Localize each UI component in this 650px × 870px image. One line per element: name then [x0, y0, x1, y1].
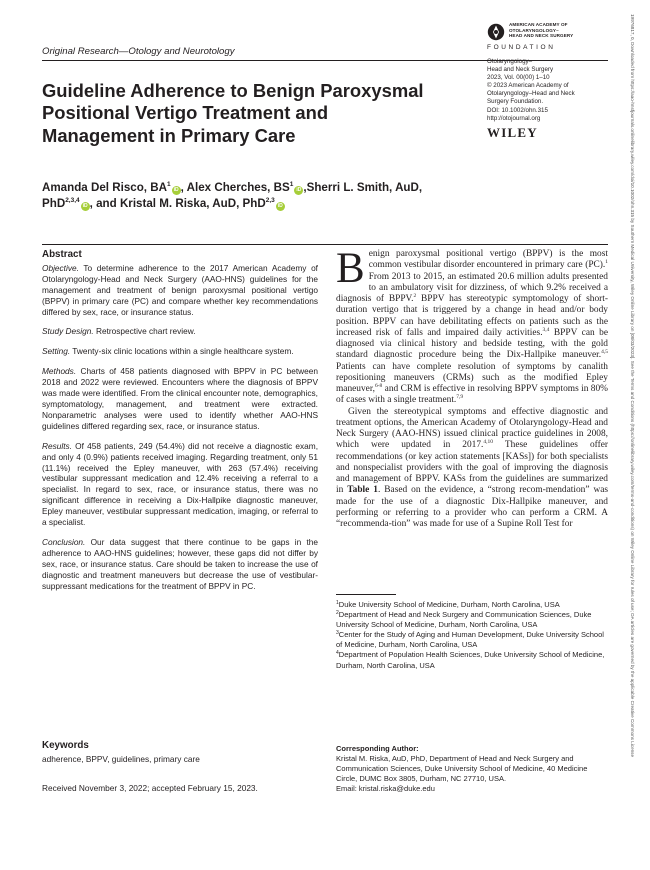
- journal-meta-line: 2023, Vol. 00(00) 1–10: [487, 74, 550, 82]
- affiliation-text: Duke University School of Medicine, Durham, North Carolina, USA: [338, 600, 560, 609]
- corresponding-author: [336, 744, 608, 794]
- affiliation-text: Department of Head and Neck Surgery and Communication Sciences, Duke University School of Medicine, Durham, North Carolina, USA: [336, 610, 592, 630]
- download-notice: [621, 14, 635, 859]
- abstract-methods: [42, 366, 318, 431]
- journal-meta-line: Head and Neck Surgery: [487, 66, 554, 74]
- author-name: Sherri L. Smith, AuD, PhD: [42, 181, 423, 210]
- affiliation-sup: 2: [336, 610, 339, 617]
- abstract-label: Objective.: [42, 262, 79, 273]
- abstract-study-design: [42, 326, 318, 337]
- author-affiliation-sup: 2,3,4: [65, 196, 80, 204]
- abstract-label: Methods.: [42, 366, 77, 377]
- aao-hns-emblem-icon: [487, 23, 505, 41]
- orcid-icon[interactable]: iD: [277, 202, 283, 209]
- abstract-text: Charts of 458 patients diagnosed with BPPV in PC between 2018 and 2022 were reviewed. Encounters where the diagnosis of BPPV was made were identified. From the clinical encounter note, demographics, symptomatology, management, and treatment were extracted. Nonparametric analyses were used to identify whether AAO-HNS guidelines differed regarding sex, race, or insurance status.: [42, 366, 318, 431]
- section-label: Original Research—Otology and Neurotology: [42, 46, 235, 57]
- table-reference[interactable]: Table 1: [347, 485, 378, 496]
- citation-sup: 1: [605, 259, 608, 266]
- abstract-text: To determine adherence to the 2017 American Academy of Otolaryngology-Head and Neck Surgery (AAO-HNS) guidelines for the management and treatment of benign paroxysmal positional vertigo (BPPV) in primary care (PC) and compare whether key recommendations differed by sex, race, or insurance status.: [42, 262, 318, 317]
- body-text-run: Given the stereotypical symptoms and effective diagnostic and treatment options, the American Academy of Otolaryngology-Head and Neck Surgery (AAO-HNS) issued clinical practice guidelines in 2008, which were updated in 2017.: [336, 406, 608, 451]
- author-list: [42, 180, 442, 211]
- orcid-icon[interactable]: iD: [173, 187, 179, 193]
- abstract-rule: [42, 244, 608, 245]
- aao-hns-logo: [487, 22, 612, 41]
- affiliation-item: [336, 600, 608, 610]
- body-text-run: and CRM is effective in resolving BPPV symptoms in 80% of cases with a single treatment.: [336, 384, 608, 406]
- corresponding-author-label: Corresponding Author:: [336, 744, 419, 753]
- author-affiliation-sup: 2,3: [265, 196, 275, 204]
- body-text-run: . Based on the evidence, a “strong recom-mendation” was made for the use of a diagnostic Dix-Hallpike maneuver, and performing or referring to a provider who can perform a CRM. A “recommenda-tion” was made for use of a Supine Roll Test for: [336, 485, 609, 529]
- author-affiliation-sup: 1: [289, 181, 294, 188]
- abstract-text: Of 458 patients, 249 (54.4%) did not receive a diagnostic exam, and only 4 (0.9%) patients received imaging. Regarding treatment, only 51 (11.1%) received the Epley maneuver, with 263 (57.4%) receiving vestibular suppressant medication and 12.4% receiving a referral to a specialist. In regard to sex, race, or insurance status, there was no significant difference in receiving a Dix-Hallpike diagnostic maneuver, Epley maneuver, vestibular suppressant medication, imaging, or referral to a specialist.: [42, 440, 318, 528]
- journal-doi[interactable]: DOI: 10.1002/ohn.315: [487, 106, 548, 114]
- citation-sup: 4,10: [483, 439, 494, 446]
- body-text-run: These guidelines offer recommendations (or key action statements [KASs]) for both specialists and nonspecialist providers with the goal of improving the diagnosis and management of BPPV. KASs from the guidelines are summarized in: [336, 440, 608, 496]
- keywords: [42, 740, 318, 765]
- wiley-logo: WILEY: [487, 124, 538, 140]
- affiliation-item: [336, 630, 608, 650]
- citation-sup: 7,9: [456, 394, 464, 401]
- abstract-objective: [42, 263, 318, 318]
- body-text-run: From 2013 to 2015, an estimated 20.6 million adults presented to an ambulatory visit for dizziness, of which 9.2% received a diagnosis of BPPV.: [336, 271, 608, 304]
- author-name: Kristal M. Riska, AuD, PhD: [119, 196, 266, 210]
- abstract-heading: Abstract: [42, 249, 82, 260]
- abstract-results: [42, 441, 318, 528]
- body-paragraph: [336, 407, 608, 531]
- body-text-run: Patients can have complete resolution of symptoms by canalith repositioning maneuvers (CRMs) such as the modified Epley maneuver,: [336, 361, 608, 394]
- affiliations: [336, 600, 608, 671]
- journal-meta-line: Otolaryngology–Head and Neck: [487, 90, 575, 98]
- orcid-icon[interactable]: iD: [296, 187, 302, 193]
- abstract: [42, 250, 318, 600]
- body-text: [336, 245, 609, 530]
- keywords-text: adherence, BPPV, guidelines, primary care: [42, 754, 200, 764]
- affiliation-sup: 1: [336, 600, 339, 606]
- citation-sup: 3,4: [542, 326, 550, 333]
- corresponding-author-email[interactable]: Email: kristal.riska@duke.edu: [336, 784, 435, 794]
- abstract-label: Results.: [42, 440, 72, 451]
- publisher-org-line: HEAD AND NECK SURGERY: [509, 33, 574, 39]
- abstract-text: Our data suggest that there continue to be gaps in the adherence to AAO-HNS guidelines; however, these gaps did not differ by sex, race, or insurance status. Care should be taken to increase the use of diagnostic and treatment maneuvers but decrease the use of vestibular-suppressant medications for the treatment of BPPV in PC.: [42, 536, 318, 591]
- journal-meta-line: Otolaryngology–: [487, 58, 533, 65]
- abstract-text: Retrospective chart review.: [93, 326, 196, 337]
- body-text-run: enign paroxysmal positional vertigo (BPPV) is the most common vestibular disorder encountered in primary care (PC).: [368, 249, 608, 271]
- abstract-label: Setting.: [42, 346, 71, 357]
- affiliation-sup: 3: [336, 630, 339, 637]
- citation-sup: 6-8: [374, 383, 383, 389]
- affiliation-text: Department of Population Health Sciences, Duke University School of Medicine, Durham, North Carolina, USA: [336, 650, 605, 670]
- affiliation-item: [336, 610, 608, 630]
- abstract-setting: [42, 346, 318, 357]
- orcid-icon[interactable]: iD: [82, 202, 88, 209]
- publisher-org-name: [509, 22, 573, 39]
- drop-cap: B: [336, 245, 365, 292]
- journal-meta: [487, 58, 612, 123]
- author-separator: ,: [180, 181, 187, 194]
- affiliation-item: [336, 650, 608, 670]
- abstract-label: Conclusion.: [42, 536, 86, 547]
- article-title: Guideline Adherence to Benign Paroxysmal Positional Vertigo Treatment and Management in Primary Care: [42, 80, 424, 146]
- author-separator: , and: [89, 196, 120, 210]
- journal-meta-line: © 2023 American Academy of: [487, 82, 569, 90]
- citation-sup: 2: [413, 293, 417, 299]
- corresponding-author-text: Kristal M. Riska, AuD, PhD, Department of Head and Neck Surgery and Communication Sciences, Duke University School of Medicine, 40 Medicine Circle, DUMC Box 3805, Durham, NC 27710, USA.: [336, 754, 588, 784]
- affiliation-text: Center for the Study of Aging and Human Development, Duke University School of Medicine, Durham, North Carolina, USA: [336, 630, 604, 650]
- affiliation-sup: 4: [336, 650, 339, 657]
- publisher-foundation: FOUNDATION: [487, 44, 556, 51]
- journal-url[interactable]: http://otojournal.org: [487, 114, 541, 122]
- author-separator: ,: [303, 181, 307, 194]
- publisher-block: [487, 22, 612, 141]
- journal-meta-line: Surgery Foundation.: [487, 98, 544, 106]
- abstract-conclusion: [42, 537, 318, 592]
- publisher-org-line: OTOLARYNGOLOGY–: [509, 27, 559, 33]
- publisher-org-line: AMERICAN ACADEMY OF: [509, 22, 568, 27]
- citation-sup: 4,5: [601, 349, 608, 356]
- footnote-rule: [336, 594, 396, 595]
- author-name: Alex Cherches, BS: [186, 181, 290, 194]
- body-paragraph: [336, 245, 608, 407]
- author-affiliation-sup: 1: [166, 181, 171, 188]
- body-text-run: BPPV has stereotypic symptomology of short-duration vertigo that is triggered by a change in head and/or body position. BPPV can have debilitating effects on patients such as the increased risk of falls and impaired daily activities.: [336, 294, 608, 338]
- download-notice-text: 19976817, 0, Downloaded from https://aao-hnsfjournals.onlinelibrary.wiley.com/doi/10.1002/ohn.315 by Southern Medical University, Wiley Online Library on [08/03/2023]. See the Terms and Conditions (https://onlinelibrary.wiley.com/terms-and-conditions) on Wiley Online Library for rules of use; OA articles are governed by the applicable Creative Commons License: [630, 14, 635, 758]
- author-name: Amanda Del Risco, BA: [42, 181, 167, 194]
- received-dates: Received November 3, 2022; accepted February 15, 2023.: [42, 783, 258, 793]
- body-text-run: BPPV can be diagnosed via clinical history and bedside testing, with the gold standard diagnostic procedure being the Dix-Hallpike maneuver.: [336, 327, 608, 361]
- abstract-text: Twenty-six clinic locations within a single healthcare system.: [70, 346, 294, 357]
- abstract-label: Study Design.: [42, 326, 94, 337]
- keywords-heading: Keywords: [42, 740, 89, 751]
